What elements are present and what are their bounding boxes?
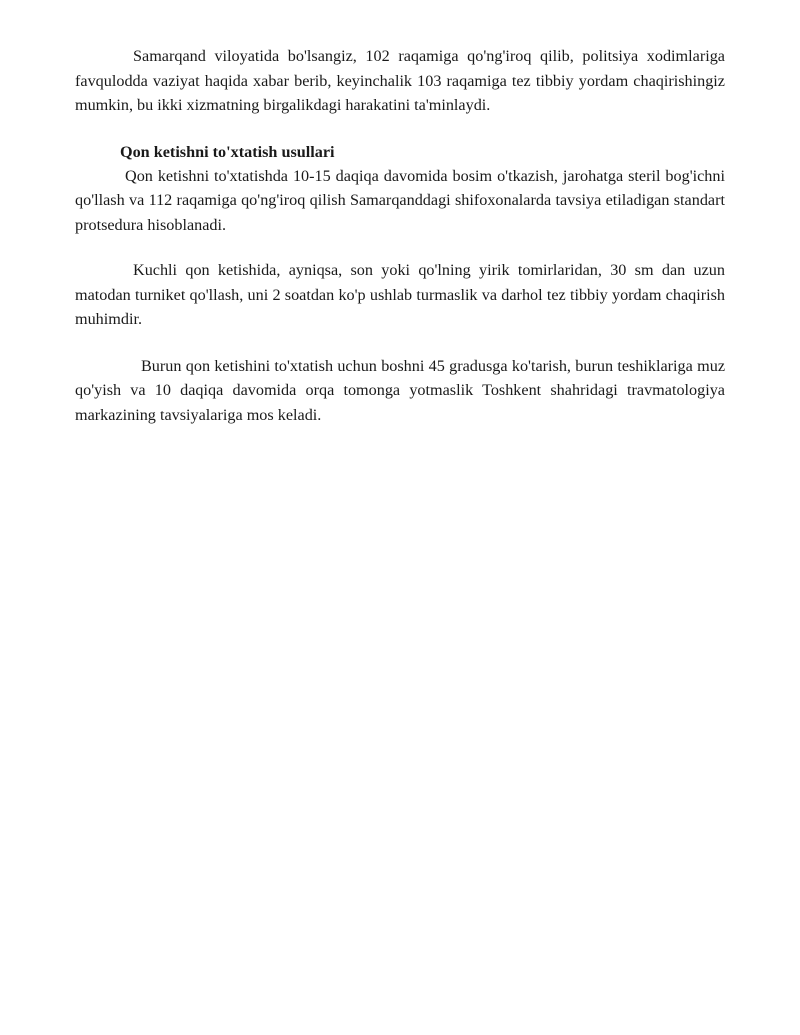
- paragraph-pressure-method: Qon ketishni to'xtatishda 10-15 daqiqa davomida bosim o'tkazish, jarohatga steril bog'ichni qo'llash va 112 raqamiga qo'ng'iroq qilish Samarqanddagi shifoxonalarda tavsiya etiladigan standart protsedura hisoblanadi.: [75, 166, 725, 234]
- section-heading: Qon ketishni to'xtatish usullari: [120, 142, 335, 161]
- document-page: [75, 44, 725, 427]
- paragraph-tourniquet: Kuchli qon ketishida, ayniqsa, son yoki qo'lning yirik tomirlaridan, 30 sm dan uzun matodan turniket qo'llash, uni 2 soatdan ko'p ushlab turmaslik va darhol tez tibbiy yordam chaqirish muhimdir.: [75, 261, 725, 328]
- paragraph-emergency-numbers: Samarqand viloyatida bo'lsangiz, 102 raqamiga qo'ng'iroq qilib, politsiya xodimlariga favqulodda vaziyat haqida xabar berib, keyinchalik 103 raqamiga tez tibbiy yordam chaqirishingiz mumkin, bu ikki xizmatning birgalikdagi harakatini ta'minlaydi.: [75, 47, 725, 114]
- paragraph-nosebleed: Burun qon ketishini to'xtatish uchun boshni 45 gradusga ko'tarish, burun teshiklariga muz qo'yish va 10 daqiqa davomida orqa tomonga yotmaslik Toshkent shahridagi travmatologiya markazining tavsiyalariga mos keladi.: [75, 356, 725, 424]
